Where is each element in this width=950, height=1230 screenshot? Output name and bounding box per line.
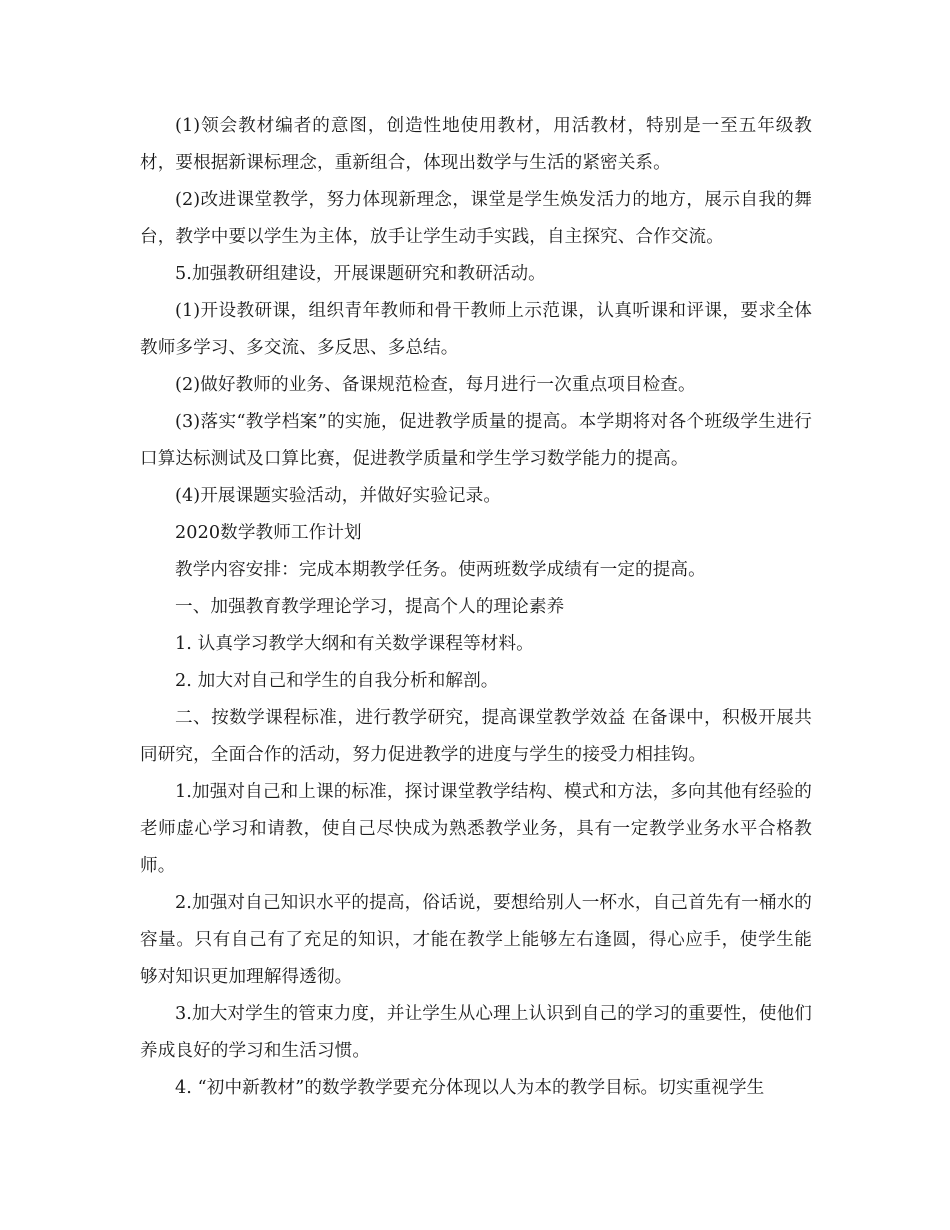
paragraph-4: (1)开设教研课，组织青年教师和骨干教师上示范课，认真听课和评课，要求全体教师多学习、多交流、多反思、多总结。	[140, 301, 812, 358]
paragraph-3: 5.加强教研组建设，开展课题研究和教研活动。	[175, 264, 546, 284]
paragraph-16: 3.加大对学生的管束力度，并让学生从心理上认识到自己的学习的重要性，使他们养成良好的学习和生活习惯。	[140, 1004, 812, 1061]
paragraph-17: 4. “初中新教材”的数学教学要充分体现以人为本的教学目标。切实重视学生	[175, 1078, 765, 1098]
paragraph-11: 1. 认真学习教学大纲和有关数学课程等材料。	[175, 634, 534, 654]
paragraph-5: (2)做好教师的业务、备课规范检查，每月进行一次重点项目检查。	[175, 375, 696, 395]
paragraph-12: 2. 加大对自己和学生的自我分析和解剖。	[175, 671, 499, 691]
paragraph-2: (2)改进课堂教学，努力体现新理念，课堂是学生焕发活力的地方，展示自我的舞台，教学中要以学生为主体，放手让学生动手实践，自主探究、合作交流。	[140, 190, 812, 247]
paragraph-1: (1)领会教材编者的意图，创造性地使用教材，用活教材，特别是一至五年级教材，要根据新课标理念，重新组合，体现出数学与生活的紧密关系。	[140, 116, 812, 173]
paragraph-13: 二、按数学课程标准，进行教学研究，提高课堂教学效益 在备课中，积极开展共同研究，全面合作的活动，努力促进教学的进度与学生的接受力相挂钩。	[140, 708, 812, 765]
paragraph-9: 教学内容安排：完成本期教学任务。使两班数学成绩有一定的提高。	[175, 560, 706, 580]
section-title: 2020数学教师工作计划	[175, 523, 362, 543]
paragraph-14: 1.加强对自己和上课的标准，探讨课堂教学结构、模式和方法，多向其他有经验的老师虚心学习和请教，使自己尽快成为熟悉教学业务，具有一定教学业务水平合格教师。	[140, 782, 812, 876]
paragraph-6: (3)落实“教学档案”的实施，促进教学质量的提高。本学期将对各个班级学生进行口算达标测试及口算比赛，促进教学质量和学生学习数学能力的提高。	[140, 412, 812, 469]
paragraph-10: 一、加强教育教学理论学习，提高个人的理论素养	[175, 597, 565, 617]
paragraph-7: (4)开展课题实验活动，并做好实验记录。	[175, 486, 502, 506]
document-body	[140, 108, 812, 1107]
paragraph-15: 2.加强对自己知识水平的提高，俗话说，要想给别人一杯水，自己首先有一桶水的容量。只有自己有了充足的知识，才能在教学上能够左右逢圆，得心应手，使学生能够对知识更加理解得透彻。	[140, 893, 812, 987]
